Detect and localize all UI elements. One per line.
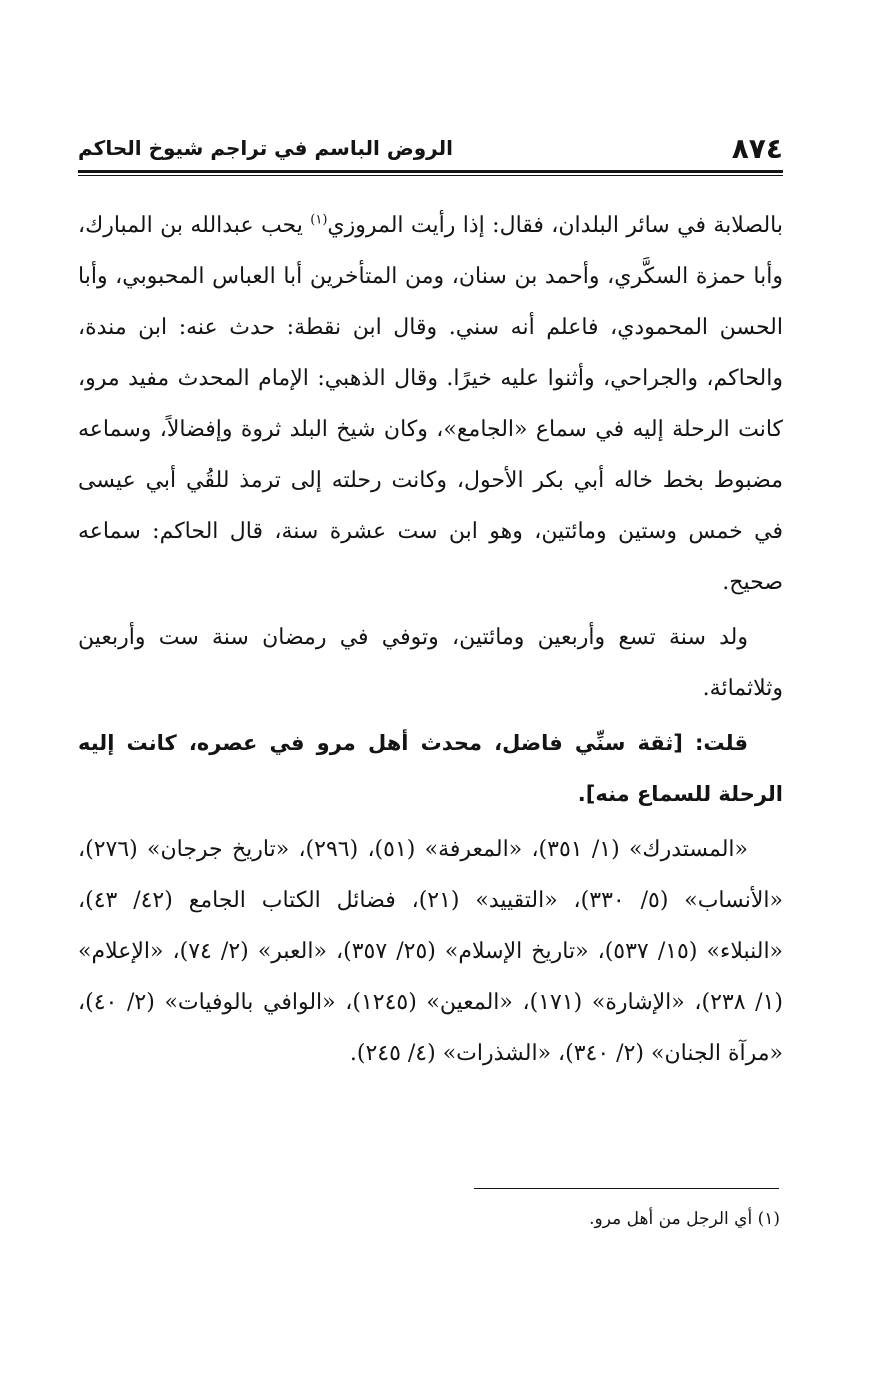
- page-number: ٨٧٤: [731, 131, 783, 165]
- footnote-1: (١) أي الرجل من أهل مرو.: [589, 1209, 780, 1229]
- birth-death-paragraph: ولد سنة تسع وأربعين ومائتين، وتوفي في رمضان سنة ست وأربعين وثلاثمائة.: [78, 625, 783, 701]
- biography-text-rest: يحب عبدالله بن المبارك، وأبا حمزة السكَّري، وأحمد بن سنان، ومن المتأخرين أبا العباس المحبوبي، وأبا الحسن المحمودي، فاعلم أنه سني. وقال ابن نقطة: حدث عنه: ابن مندة، والحاكم، والجراحي، وأثنوا عليه خيرًا. وقال الذهبي: الإمام المحدث مفيد مرو، كانت الرحلة إليه في سماع «الجامع»، وكان شيخ البلد ثروة وإفضالاً، وسماعه مضبوط بخط خاله أبي بكر الأحول، وكانت رحلته إلى ترمذ للقُي أبي عيسى في خمس وستين ومائتين، وهو ابن ست عشرة سنة، قال الحاكم: سماعه صحيح.: [78, 213, 783, 595]
- biography-text-start: بالصلابة في سائر البلدان، فقال: إذا رأيت المروزي: [327, 213, 783, 238]
- header-rule: [78, 170, 783, 176]
- running-title: الروض الباسم في تراجم شيوخ الحاكم: [78, 136, 453, 160]
- biography-paragraph: [78, 200, 783, 608]
- verdict-paragraph: قلت: [ثقة سنِّي فاضل، محدث أهل مرو في عصره، كانت إليه الرحلة للسماع منه].: [78, 731, 783, 806]
- sources-paragraph: «المستدرك» (١/ ٣٥١)، «المعرفة» (٥١)، (٢٩٦)، «تاريخ جرجان» (٢٧٦)، «الأنساب» (٥/ ٣٣٠)، «التقييد» (٢١)، فضائل الكتاب الجامع (٤٢/ ٤٣)، «النبلاء» (١٥/ ٥٣٧)، «تاريخ الإسلام» (٢٥/ ٣٥٧)، «العبر» (٢/ ٧٤)، «الإعلام» (١/ ٢٣٨)، «الإشارة» (١٧١)، «المعين» (١٢٤٥)، «الوافي بالوفيات» (٢/ ٤٠)، «مرآة الجنان» (٢/ ٣٤٠)، «الشذرات» (٤/ ٢٤٥).: [78, 837, 784, 1066]
- main-text: [78, 200, 783, 1079]
- running-header: [78, 128, 783, 168]
- footnote-reference[interactable]: (١): [310, 212, 328, 228]
- footnote-separator: [474, 1188, 779, 1189]
